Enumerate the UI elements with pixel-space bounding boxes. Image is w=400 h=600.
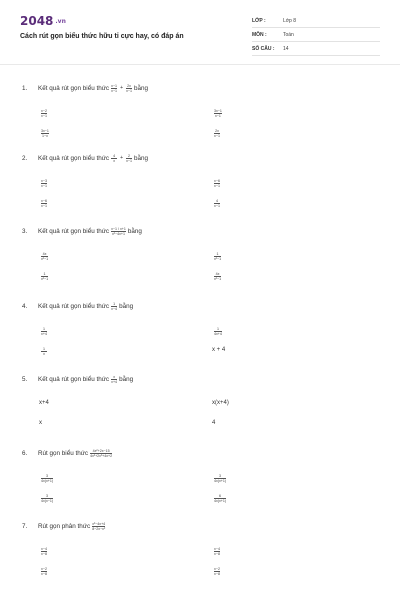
answer-option[interactable] [39,252,50,261]
fraction-numerator: 1 [113,301,116,306]
fraction-denominator: x [113,158,115,163]
fraction-denominator: 4x(x+1) [214,479,227,483]
answer-option[interactable] [39,474,55,483]
fraction-numerator: x²−4x+4 [92,521,106,526]
fraction-numerator: x−3 [41,179,47,183]
fraction [41,179,47,188]
fraction [214,199,220,208]
question-text [38,84,148,93]
fraction [41,547,47,556]
fraction [41,109,47,118]
fraction [41,129,49,138]
question-header [22,152,382,164]
fraction [214,179,220,188]
answer-option[interactable] [39,547,49,556]
question-text [38,522,107,531]
answer-option[interactable] [39,179,49,188]
fraction-numerator: x−6 [214,179,220,183]
meta-key: LỚP : [252,17,266,24]
fraction-denominator: x−1 [41,204,47,208]
question-2 [22,152,382,208]
question-prompt: Kết quả rút gọn biểu thức [38,375,110,383]
question-6 [22,447,382,503]
question-number: 3. [22,227,28,235]
option-text: x(x+4) [212,400,229,406]
fraction-numerator: 3 [46,494,49,498]
fraction-denominator: x [43,352,45,356]
fraction [41,567,47,576]
fraction-numerator: 4x²+2x−15 [92,448,110,453]
question-prompt: Kết quả rút gọn biểu thức [38,154,110,162]
question-suffix: bằng [119,302,134,310]
fraction-numerator: 2 [128,153,131,158]
fraction [111,154,117,163]
fraction-denominator: x−4 [111,306,118,311]
fraction [214,494,226,503]
question-header [22,82,382,94]
fraction [126,154,132,163]
meta-table [252,14,380,56]
fraction-numerator: 1 [43,272,46,276]
answer-option[interactable] [39,272,50,281]
fraction [41,272,48,281]
fraction-numerator: x−4 [41,547,47,551]
meta-row-subject [252,28,380,42]
fraction [41,252,48,261]
fraction-numerator: x−4 [214,547,220,551]
answer-option[interactable] [39,567,49,576]
fraction-numerator: x−2 [41,109,47,113]
question-number: 5. [22,375,28,383]
answer-option[interactable] [212,420,215,426]
fraction [111,302,117,311]
question-suffix: bằng [127,227,142,235]
fraction [41,199,47,208]
fraction-denominator: x−1 [126,88,132,93]
plus-sign: + [120,155,124,161]
question-number: 1. [22,84,28,92]
fraction-numerator: x−1 / x+1 [111,226,126,231]
fraction-numerator: 4x [215,272,220,276]
answer-option[interactable] [212,474,228,483]
fraction [111,84,117,93]
fraction-denominator: x²−1 [214,257,222,261]
question-prompt: Kết quả rút gọn biểu thức [38,227,110,235]
fraction-numerator: 1 [216,252,219,256]
fraction [111,375,117,384]
fraction-denominator: x²−4x+1 [111,231,125,236]
option-text: 4 [212,420,216,426]
answer-option[interactable] [212,494,228,503]
brand-text: 2048 [20,14,54,28]
question-text [38,302,133,311]
option-text: x+4 [39,400,49,406]
question-text [38,227,142,236]
fraction [214,129,220,138]
fraction-denominator: x−1 [214,204,220,208]
fraction-denominator: x−1 [215,114,221,118]
fraction-denominator: x−1 [214,134,220,138]
meta-value: Toán [283,31,294,38]
fraction [41,347,47,356]
fraction-denominator: 4x+4 [214,332,222,336]
answer-option[interactable] [212,199,222,208]
answer-option[interactable] [212,547,222,556]
fraction-denominator: x+4 [111,379,118,384]
answer-option[interactable] [39,400,49,406]
fraction-denominator: 4x²+2x³+4x+2 [90,453,113,458]
answer-option[interactable] [39,420,42,426]
fraction [126,84,132,93]
fraction-denominator: x−8 [214,552,220,556]
fraction-denominator: x−1 [111,88,118,93]
fraction-denominator: x−1 [41,184,47,188]
option-text: x + 4 [212,347,226,353]
fraction-denominator: 4x(x+1) [214,499,227,503]
fraction-numerator: x−6 [41,199,47,203]
fraction-denominator: 8−2x−x² [92,526,106,531]
question-1 [22,82,382,138]
fraction-numerator: 4 [216,199,218,203]
fraction-denominator: x−8 [214,572,220,576]
question-number: 2. [22,154,28,162]
answer-option[interactable] [212,567,222,576]
fraction [214,272,221,281]
question-header [22,300,382,312]
fraction [41,474,53,483]
answer-option[interactable] [39,347,49,356]
question-header [22,447,382,459]
page-header [0,0,400,70]
brand-suffix: .vn [55,18,66,25]
fraction [214,252,221,261]
question-prompt: Rút gọn phân thức [38,522,91,530]
fraction-numerator: 3x−1 [41,129,49,133]
fraction [111,227,126,236]
plus-sign: + [120,85,124,91]
fraction-numerator: 1 [216,327,219,331]
question-number: 6. [22,449,28,457]
meta-key: MÔN : [252,31,267,38]
header-divider [0,64,400,65]
fraction-denominator: x−8 [41,572,47,576]
fraction [92,522,105,531]
answer-option[interactable] [212,179,222,188]
answer-option[interactable] [39,129,51,138]
option-text: x [39,420,42,426]
fraction-numerator: x−2 [41,567,47,571]
fraction [214,474,226,483]
fraction-numerator: x [113,374,115,379]
fraction [214,327,222,336]
question-prompt: Kết quả rút gọn biểu thức [38,302,110,310]
question-5 [22,373,382,426]
fraction-numerator: 1 [43,327,45,331]
question-4 [22,300,382,356]
meta-row-grade [252,14,380,28]
answer-option[interactable] [212,347,225,353]
fraction-numerator: 3 [219,474,222,478]
answer-option[interactable] [39,109,49,118]
question-suffix: bằng [119,375,134,383]
fraction-numerator: 4x [42,252,47,256]
question-header [22,520,382,532]
question-prompt: Kết quả rút gọn biểu thức [38,84,110,92]
fraction-denominator: x+4 [41,332,47,336]
fraction-numerator: 3x−1 [214,109,222,113]
question-text [38,154,148,163]
meta-value: Lớp 8 [283,17,297,24]
fraction-numerator: x−1 [111,83,118,88]
meta-value: 14 [283,45,289,52]
question-7 [22,520,382,576]
meta-key: SỐ CÂU : [252,45,275,52]
fraction-numerator: 6 [219,494,222,498]
fraction-denominator: 4x(x−1) [41,499,54,503]
fraction [41,494,53,503]
fraction-denominator: 1−x [42,134,48,138]
answer-option[interactable] [212,129,222,138]
fraction-denominator: x²−1 [41,257,49,261]
answer-option[interactable] [212,252,223,261]
question-suffix: bằng [134,84,149,92]
fraction-denominator: x−8 [41,552,47,556]
fraction-denominator: 4x(x+1) [41,479,54,483]
fraction-denominator: x²−1 [41,277,49,281]
question-text [38,375,133,384]
fraction [90,449,112,458]
meta-row-count [252,42,380,56]
fraction-numerator: 3 [46,474,49,478]
question-number: 4. [22,302,28,310]
question-header [22,373,382,385]
fraction [214,567,220,576]
question-prompt: Rút gọn biểu thức [38,449,89,457]
question-3 [22,225,382,281]
question-text [38,449,114,458]
fraction-numerator: 1 [43,347,45,351]
fraction-numerator: 2x [127,83,131,88]
answer-option[interactable] [39,199,49,208]
fraction-denominator: x−1 [126,158,132,163]
answer-option[interactable] [212,327,224,336]
answer-option[interactable] [212,109,224,118]
brand-logo [20,14,66,28]
fraction-numerator: 4 [113,153,116,158]
fraction-numerator: x−2 [214,567,220,571]
question-number: 7. [22,522,28,530]
fraction-denominator: x−1 [41,114,47,118]
answer-option[interactable] [39,494,55,503]
answer-option[interactable] [39,327,49,336]
fraction-denominator: x²−1 [214,277,222,281]
fraction-denominator: x−1 [214,184,220,188]
answer-option[interactable] [212,400,229,406]
question-suffix: bằng [134,154,149,162]
answer-option[interactable] [212,272,223,281]
fraction [41,327,47,336]
question-header [22,225,382,237]
fraction-numerator: 2x [215,129,219,133]
fraction [214,109,222,118]
document-title: Cách rút gọn biểu thức hữu tỉ cực hay, có đáp án [20,33,184,40]
fraction [214,547,220,556]
